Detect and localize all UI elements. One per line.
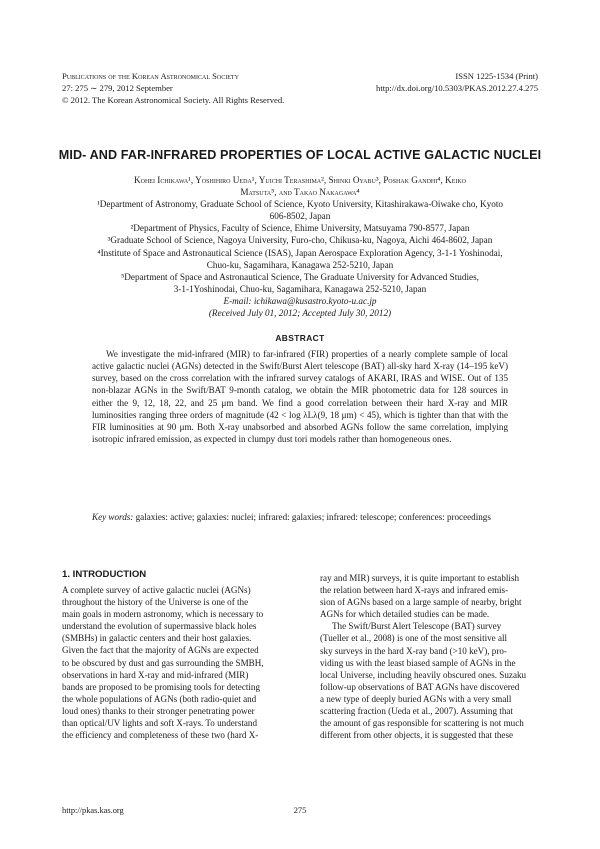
text-line: scattering fraction (Ueda et al., 2007). Assuming that [320,706,513,717]
text-line: ray and MIR) surveys, it is quite important to establish [320,573,520,583]
text-line: A complete survey of active galactic nuclei (AGNs) [62,585,251,595]
abstract-text: We investigate the mid-infrared (MIR) to far-infrared (FIR) properties of a nearly complete sample of local active galactic nuclei (AGNs) detected in the Swift/Burst Alert telescope (BAT) all-sky hard X-ray (14–195 keV) survey, based on the cross correlation with the infrared survey catalogs of AKARI, IRAS and WISE. Out of 135 non-blazar AGNs in the Swift/BAT 9-month catalog, we obtain the MIR photometric data for 128 sources in either the 9, 12, 18, 22, and 25 μm band. We find a good correlation between their hard X-ray and MIR luminosities ranging three orders of magnitude (42 < log λLλ(9, 18 μm) < 45), which is tighter than that with the FIR luminosities at 90 μm. Both X-ray unabsorbed and absorbed AGNs follow the same correlation, implying isotropic infrared emission, as expected in clumpy dust tori models rather than homogeneous ones. [92,349,508,445]
volume-line: 27: 275 ∼ 279, 2012 September [62,83,173,93]
authors-line-1: Kohei Ichikawa¹, Yoshihiro Ueda¹, Yuichi Terashima², Shinki Oyabu³, Poshak Gandhi⁴, Keiko [134,175,466,185]
text-line: Given the fact that the majority of AGNs are expected [62,645,259,656]
affiliation-line: Chuo-ku, Sagamihara, Kanagawa 252-5210, Japan [206,259,394,270]
copyright-line: © 2012. The Korean Astronomical Society. All Rights Reserved. [62,95,285,105]
text-line: bands are proposed to be promising tools for detecting [62,681,260,692]
text-line: the amount of gas responsible for scattering is not much [320,718,524,729]
left-column [62,584,300,741]
text-line: the relation between hard X-rays and infrared emis- [320,585,509,596]
text-line: than optical/UV lights and soft X-rays. To understand [62,718,258,729]
affiliation-line: 606-8502, Japan [269,211,331,222]
issn-line: ISSN 1225-1534 (Print) [455,71,538,81]
author-block [62,174,538,319]
text-line: AGNs for which detailed studies can be made. [320,609,490,620]
section-heading: 1. INTRODUCTION [62,569,147,580]
paper-title: MID- AND FAR-INFRARED PROPERTIES OF LOCAL ACTIVE GALACTIC NUCLEI [58,148,542,162]
affiliation-line: 3-1-1Yoshinodai, Chuo-ku, Sagamihara, Kanagawa 252-5210, Japan [173,283,427,294]
abstract-heading: ABSTRACT [275,333,325,343]
affiliation-line: ¹Department of Astronomy, Graduate School of Science, Kyoto University, Kitashirakawa-Oiwake cho, Kyoto [97,199,503,210]
keywords-label: Key words: [92,512,134,522]
text-line: a new type of deeply buried AGNs with a very small [320,693,512,704]
text-line: The Swift/Burst Alert Telescope (BAT) survey [332,621,502,632]
text-line: loud ones) thanks to their stronger penetrating power [62,705,255,716]
text-line: (SMBHs) in galactic centers and their host galaxies. [62,633,252,644]
text-line: main goals in modern astronomy, which is necessary to [62,609,264,620]
right-column [320,572,558,741]
text-line: viding us with the least biased sample of AGNs in the [320,657,516,668]
text-line: different from other objects, it is suggested that these [320,730,514,741]
text-line: sky surveys in the hard X-ray band (>10 keV), pro- [320,645,507,656]
affiliation-line: ³Graduate School of Science, Nagoya University, Furo-cho, Chikusa-ku, Nagoya, Aichi 464-8602, Japan [107,235,493,246]
affiliation-line: ⁵Department of Space and Astronautical Science, The Graduate University for Advanced Studies, [121,271,479,282]
text-line: the efficiency and completeness of these two (hard X- [62,730,259,741]
text-line: follow-up observations of BAT AGNs have discovered [320,681,520,692]
text-line: sion of AGNs based on a large sample of nearby, bright [320,597,522,608]
keywords [92,511,508,523]
text-line: to be obscured by dust and gas surrounding the SMBH, [62,657,264,668]
text-line: throughout the history of the Universe is one of the [62,597,249,608]
text-line: (Tueller et al., 2008) is one of the most sensitive all [320,633,508,644]
journal-name: Publications of the Korean Astronomical Society [62,71,239,81]
doi-link[interactable]: http://dx.doi.org/10.5303/PKAS.2012.27.4.275 [376,83,538,93]
text-line: local Universe, including heavily obscured ones. Suzaku [320,669,527,680]
affiliation-line: ²Department of Physics, Faculty of Science, Ehime University, Matsuyama 790-8577, Japan [130,223,470,234]
email-line[interactable]: E-mail: ichikawa@kusastro.kyoto-u.ac.jp [223,295,377,306]
authors-line-2: Matsuta⁵, and Takao Nakagawa⁴ [240,187,360,198]
keywords-text: galaxies: active; galaxies: nuclei; infrared: galaxies; infrared: telescope; conferences: proceedings [135,512,491,522]
text-line: the whole populations of AGNs (both radio-quiet and [62,693,257,704]
text-line: understand the evolution of supermassive black holes [62,621,257,632]
page-number: 275 [293,806,307,815]
affiliation-line: ⁴Institute of Space and Astronautical Science (ISAS), Japan Aerospace Exploration Agency, 3-1-1 Yoshinodai, [97,247,503,258]
received-line: (Received July 01, 2012; Accepted July 30, 2012) [208,308,392,319]
footer-url[interactable]: http://pkas.kas.org [62,806,124,815]
text-line: observations in hard X-ray and mid-infrared (MIR) [62,669,249,680]
